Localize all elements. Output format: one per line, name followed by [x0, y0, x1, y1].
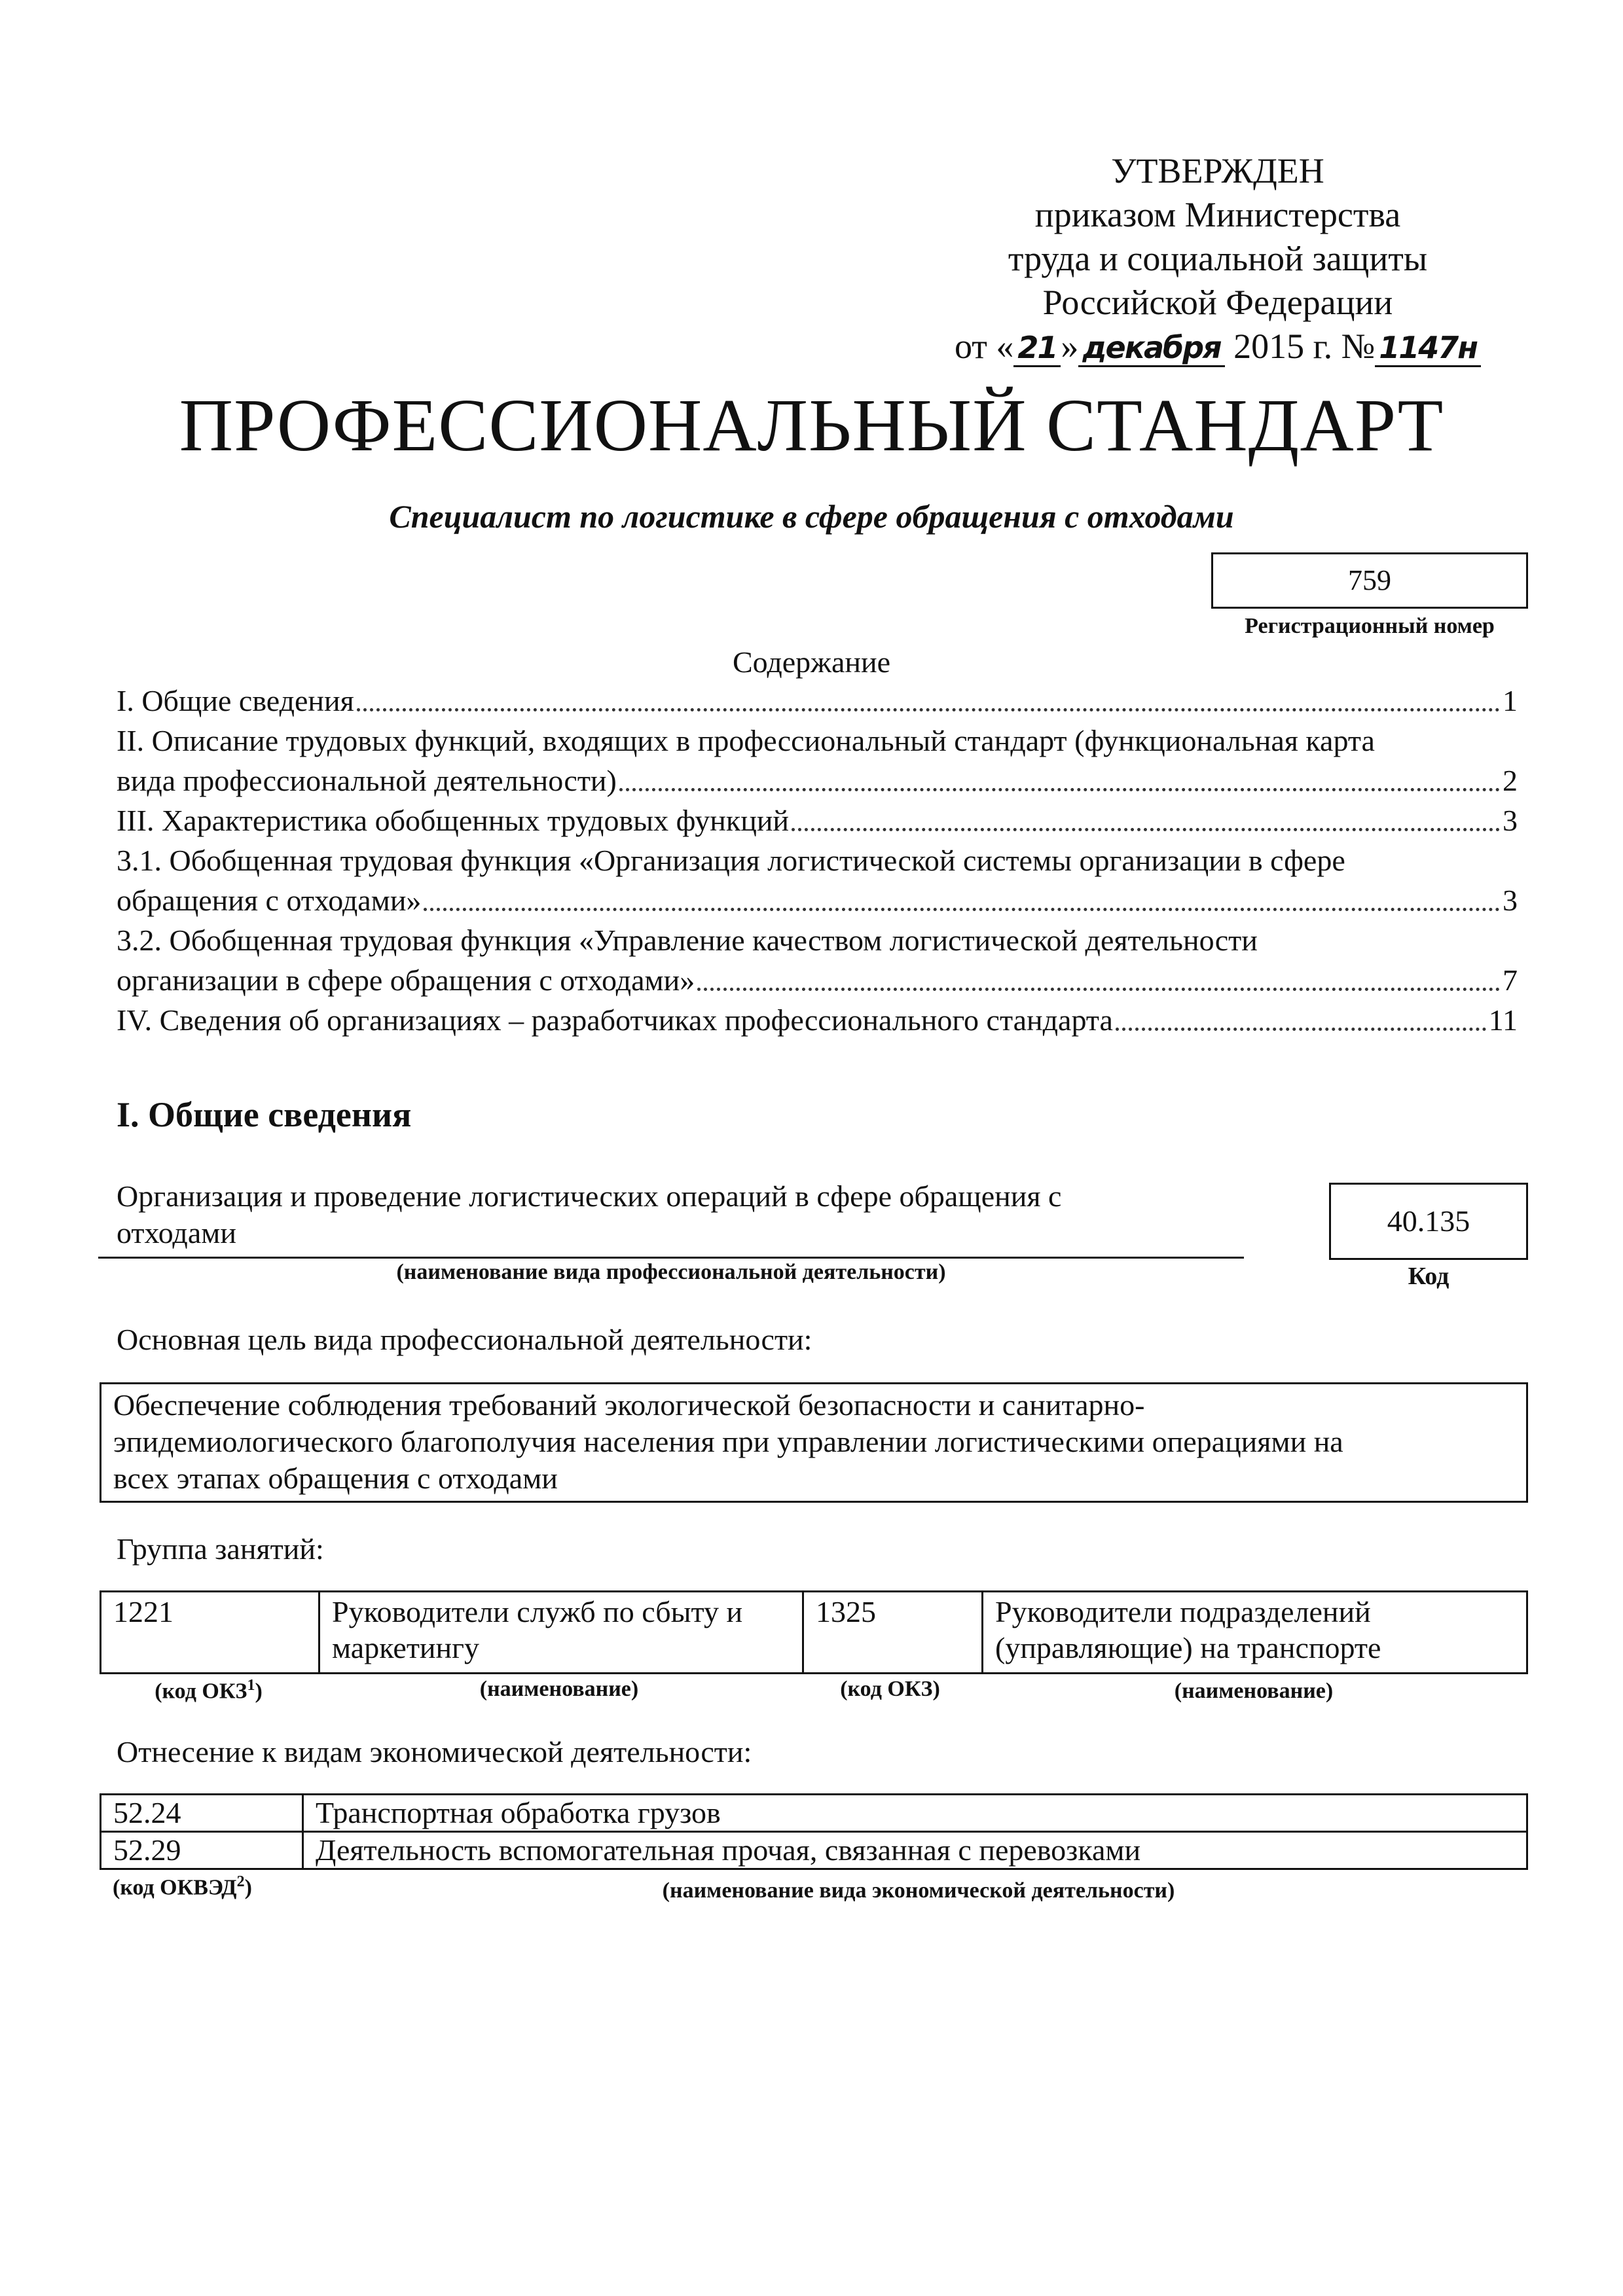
econ-activity-name-cell: Транспортная обработка грузов: [303, 1795, 1527, 1832]
table-row: [101, 1832, 1527, 1869]
goal-text-line: эпидемиологического благополучия населения при управлении логистическими операциями на: [113, 1425, 1343, 1458]
goal-text-line: всех этапах обращения с отходами: [113, 1462, 558, 1495]
econ-label: Отнесение к видам экономической деятельности:: [117, 1735, 752, 1768]
approval-block: [917, 149, 1519, 368]
registration-number-label: Регистрационный номер: [1245, 614, 1495, 638]
cell-line: (управляющие) на транспорте: [995, 1631, 1381, 1664]
toc-leader-dots: [792, 828, 1500, 831]
toc-page-number: 2: [1503, 764, 1518, 797]
toc-entry-text: обращения с отходами»: [117, 884, 422, 917]
cell-line: маркетингу: [332, 1631, 480, 1664]
toc-leader-dots: [1116, 1028, 1486, 1031]
toc-entry[interactable]: [117, 681, 1518, 721]
date-year: 2015 г. №: [1233, 327, 1376, 366]
document-subtitle: Специалист по логистике в сфере обращения с отходами: [389, 498, 1234, 535]
okz-code-cell: 1325: [803, 1592, 983, 1674]
toc-entry[interactable]: [117, 880, 1518, 920]
toc-leader-dots: [697, 988, 1500, 991]
toc-entry[interactable]: [117, 960, 1518, 1000]
toc-entry[interactable]: [117, 761, 1518, 800]
occupation-name-cell: [983, 1592, 1527, 1674]
table-row: [101, 1592, 1527, 1674]
underline-divider: [98, 1257, 1244, 1259]
toc-page-number: 1: [1503, 684, 1518, 717]
toc-page-number: 3: [1503, 884, 1518, 917]
approval-date-line: [917, 325, 1519, 368]
toc-leader-dots: [424, 908, 1500, 911]
goal-box: [100, 1382, 1528, 1503]
activity-code-box: 40.135: [1329, 1183, 1528, 1260]
occupation-name-cell: [319, 1592, 803, 1674]
toc-entry-text: организации в сфере обращения с отходами»: [117, 963, 695, 997]
approval-line: Российской Федерации: [1042, 283, 1393, 322]
toc-leader-dots: [357, 708, 1500, 711]
cell-line: Руководители служб по сбыту и: [332, 1595, 743, 1628]
okved-code-cell: 52.29: [101, 1832, 303, 1869]
date-prefix: от «: [954, 327, 1014, 366]
approval-heading: УТВЕРЖДЕН: [1111, 151, 1324, 190]
approval-line: приказом Министерства: [1034, 195, 1401, 234]
activity-kind-caption: (наименование вида профессиональной деятельности): [396, 1260, 946, 1284]
okved-code-caption: (код ОКВЭД$^2$): [113, 1873, 252, 1900]
toc-entry-text[interactable]: 3.1. Обобщенная трудовая функция «Организация логистической системы организации в сфере: [117, 844, 1345, 877]
toc-page-number: 7: [1503, 963, 1518, 997]
toc-entry-text: III. Характеристика обобщенных трудовых функций: [117, 804, 790, 837]
econ-activity-name-caption: (наименование вида экономической деятельности): [662, 1878, 1175, 1903]
toc-entry[interactable]: [117, 1000, 1518, 1040]
registration-number-box: 759: [1211, 552, 1528, 609]
toc-page-number: 3: [1503, 804, 1518, 837]
toc-entry-text: вида профессиональной деятельности): [117, 764, 617, 797]
table-of-contents: [117, 681, 1518, 1040]
approval-line: труда и социальной защиты: [1008, 239, 1428, 278]
occupation-name-caption: (наименование): [479, 1677, 639, 1701]
order-number-handwritten: 1147н: [1375, 330, 1481, 367]
document-title: ПРОФЕССИОНАЛЬНЫЙ СТАНДАРТ: [179, 384, 1444, 467]
cell-line: Руководители подразделений: [995, 1595, 1371, 1628]
section-heading: I. Общие сведения: [117, 1095, 412, 1134]
table-row: [101, 1795, 1527, 1832]
toc-leader-dots: [619, 788, 1500, 791]
activity-kind-line: отходами: [117, 1216, 236, 1249]
toc-entry-text: I. Общие сведения: [117, 684, 354, 717]
goal-text-line: Обеспечение соблюдения требований экологической безопасности и санитарно-: [113, 1388, 1145, 1422]
toc-entry[interactable]: [117, 800, 1518, 840]
toc-entry-text: IV. Сведения об организациях – разработчиках профессионального стандарта: [117, 1003, 1113, 1037]
date-day-handwritten: 21: [1013, 330, 1061, 367]
okved-code-cell: 52.24: [101, 1795, 303, 1832]
okz-code-caption: (код ОКЗ$^1$): [155, 1677, 263, 1704]
toc-heading: Содержание: [732, 645, 891, 679]
date-month-handwritten: декабря: [1078, 330, 1224, 367]
economic-activity-table: [100, 1793, 1528, 1870]
occupation-group-table: [100, 1590, 1528, 1674]
activity-kind-name: [117, 1178, 1230, 1251]
activity-code-caption: Код: [1408, 1263, 1450, 1290]
toc-entry-text[interactable]: II. Описание трудовых функций, входящих в профессиональный стандарт (функциональная карта: [117, 724, 1375, 757]
toc-entry-text[interactable]: 3.2. Обобщенная трудовая функция «Управление качеством логистической деятельности: [117, 924, 1258, 957]
econ-activity-name-cell: Деятельность вспомогательная прочая, связанная с перевозками: [303, 1832, 1527, 1869]
date-sep: »: [1061, 327, 1079, 366]
activity-kind-line: Организация и проведение логистических операций в сфере обращения с: [117, 1179, 1062, 1213]
goal-label: Основная цель вида профессиональной деятельности:: [117, 1323, 812, 1356]
group-label: Группа занятий:: [117, 1532, 324, 1566]
okz-code-caption: (код ОКЗ): [840, 1677, 940, 1701]
occupation-name-caption: (наименование): [1174, 1679, 1334, 1703]
toc-page-number: 11: [1488, 1003, 1518, 1037]
okz-code-cell: 1221: [101, 1592, 319, 1674]
